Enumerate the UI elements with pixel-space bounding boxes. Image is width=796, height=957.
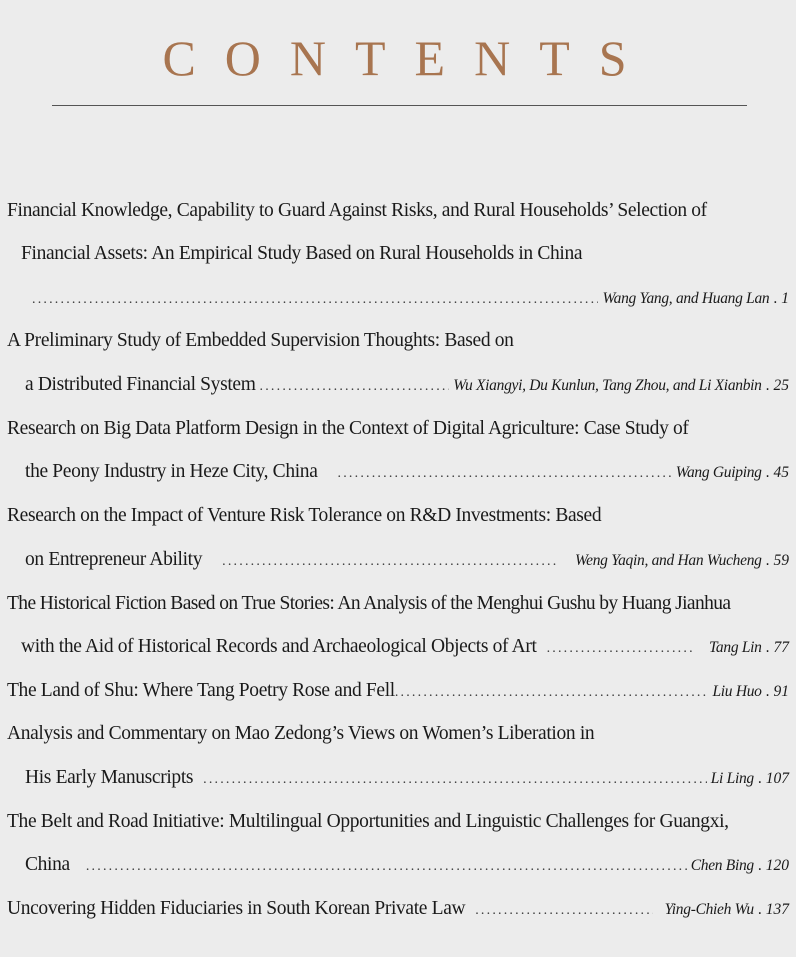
dot-leader: [475, 899, 652, 923]
toc-entry-8-title-line-1[interactable]: The Belt and Road Initiative: Multilingual Opportunities and Linguistic Challenges for Guangxi,: [7, 811, 729, 832]
toc-entry-7-title-line-1[interactable]: Analysis and Commentary on Mao Zedong’s Views on Women’s Liberation in: [7, 723, 595, 744]
toc-entry-5-authors: Tang Lin: [709, 639, 762, 656]
toc-entry-1-title-line-2[interactable]: Financial Assets: An Empirical Study Based on Rural Households in China: [21, 243, 583, 264]
toc-entry-8-title-end: China: [25, 854, 70, 875]
heading-divider: [52, 105, 747, 106]
toc-entry-2-title-line-1[interactable]: A Preliminary Study of Embedded Supervision Thoughts: Based on: [7, 330, 514, 351]
dot-leader: [203, 768, 707, 792]
dot-leader: [32, 288, 598, 312]
page-separator: .: [773, 290, 778, 307]
toc-entry-8-leader-row[interactable]: [25, 853, 789, 877]
dot-leader: [222, 550, 559, 574]
toc-entry-5-page: 77: [773, 639, 789, 656]
toc-entry-4-leader-row[interactable]: [25, 548, 789, 572]
toc-entry-3-leader-row[interactable]: [25, 460, 789, 484]
toc-entry-1-authors: Wang Yang, and Huang Lan: [602, 290, 770, 307]
toc-entry-2-title-end: a Distributed Financial System: [25, 374, 256, 395]
toc-entry-4-title-end: on Entrepreneur Ability: [25, 549, 203, 570]
toc-entry-6-leader-row[interactable]: [7, 679, 789, 703]
toc-entry-8-page: 120: [765, 857, 789, 874]
page-separator: .: [757, 857, 762, 874]
page-separator: .: [765, 552, 770, 569]
toc-entry-9-page: 137: [765, 901, 789, 918]
dot-leader: [260, 375, 450, 399]
toc-entry-2-leader-row[interactable]: [25, 373, 789, 397]
page-separator: .: [757, 770, 762, 787]
toc-entry-2-page: 25: [773, 377, 789, 394]
toc-entry-1-leader-row[interactable]: [28, 287, 789, 311]
toc-entry-3-authors: Wang Guiping: [675, 464, 762, 481]
toc-entry-4-authors: Weng Yaqin, and Han Wucheng: [574, 552, 762, 569]
toc-entry-5-title-end: with the Aid of Historical Records and Archaeological Objects of Art: [21, 636, 537, 657]
toc-entry-4-title-line-1[interactable]: Research on the Impact of Venture Risk Tolerance on R&D Investments: Based: [7, 505, 602, 526]
toc-entry-3-page: 45: [773, 464, 789, 481]
toc-entry-3-title-end: the Peony Industry in Heze City, China: [25, 461, 318, 482]
toc-entry-6-page: 91: [773, 683, 789, 700]
toc-entry-9-title-end: Uncovering Hidden Fiduciaries in South Korean Private Law: [7, 898, 466, 919]
dot-leader: [86, 855, 687, 879]
toc-entry-6-authors: Liu Huo: [712, 683, 762, 700]
page-separator: .: [765, 464, 770, 481]
page-separator: .: [757, 901, 762, 918]
toc-entry-5-leader-row[interactable]: [21, 635, 789, 659]
toc-entry-1-title-line-1[interactable]: Financial Knowledge, Capability to Guard Against Risks, and Rural Households’ Selection of: [7, 200, 707, 221]
dot-leader: [338, 462, 672, 486]
toc-entry-3-title-line-1[interactable]: Research on Big Data Platform Design in the Context of Digital Agriculture: Case Study of: [7, 418, 689, 439]
toc-entry-7-leader-row[interactable]: [25, 766, 789, 790]
toc-entry-7-title-end: His Early Manuscripts: [25, 767, 194, 788]
dot-leader: [547, 637, 693, 661]
toc-entry-7-page: 107: [765, 770, 789, 787]
toc-entry-9-leader-row[interactable]: [7, 897, 789, 921]
page-separator: .: [765, 683, 770, 700]
toc-entry-7-authors: Li Ling: [710, 770, 754, 787]
page-separator: .: [765, 377, 770, 394]
dot-leader: [395, 681, 709, 705]
contents-heading: CONTENTS: [162, 30, 656, 86]
toc-entry-2-authors: Wu Xiangyi, Du Kunlun, Tang Zhou, and Li Xianbin: [453, 377, 762, 394]
toc-entry-6-title-end: The Land of Shu: Where Tang Poetry Rose and Fell: [7, 680, 395, 701]
toc-entry-9-authors: Ying-Chieh Wu: [664, 901, 754, 918]
page-separator: .: [765, 639, 770, 656]
toc-entry-1-page: 1: [781, 290, 789, 307]
toc-entry-4-page: 59: [773, 552, 789, 569]
toc-entry-5-title-line-1[interactable]: The Historical Fiction Based on True Stories: An Analysis of the Menghui Gushu by Huang Jianhua: [7, 593, 731, 614]
toc-entry-8-authors: Chen Bing: [690, 857, 754, 874]
